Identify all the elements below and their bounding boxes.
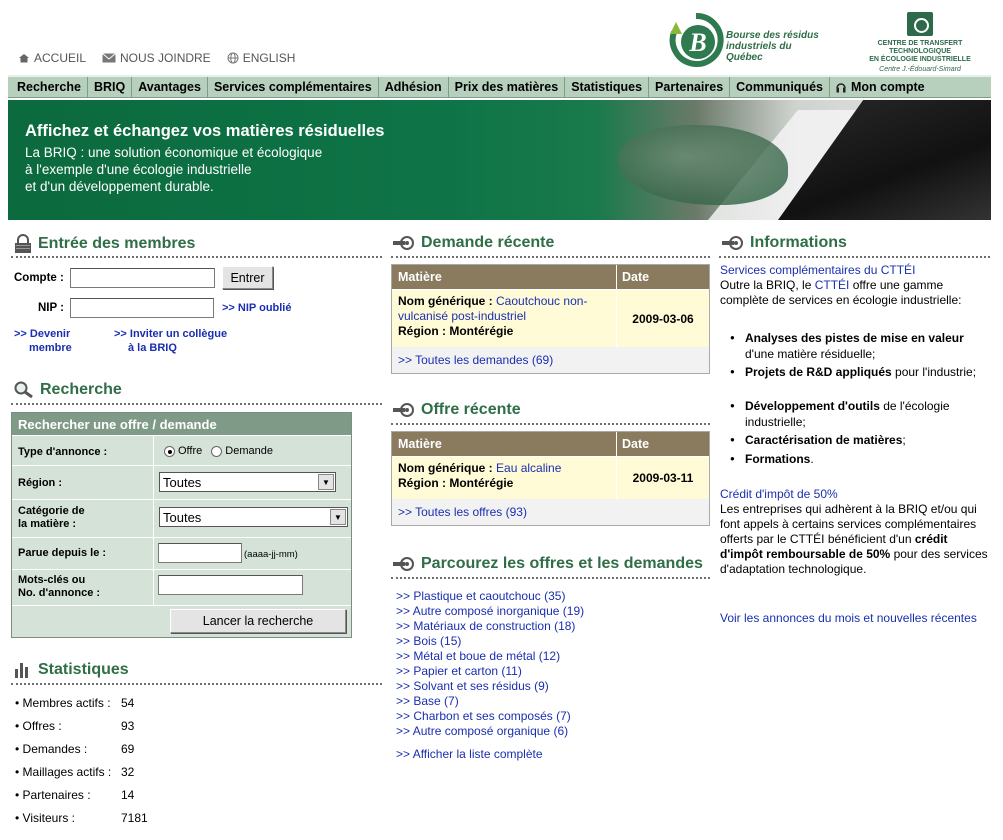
banner-subtitle [25,144,322,195]
region-value: Montérégie [449,324,514,338]
home-link[interactable] [18,51,86,65]
demand-title: Demande récente [421,234,555,251]
stat-label: • Maillages actifs : [15,765,112,779]
invite-line1: >> Inviter un collègue [114,328,228,340]
search-row-category [12,499,351,537]
english-link[interactable] [227,51,296,65]
stat-label: • Partenaires : [15,788,91,802]
bar-chart-icon [14,661,32,679]
nav-mon-compte[interactable] [830,77,931,97]
bullet-rest: d'une matière résiduelle; [745,347,876,361]
date-input[interactable] [158,543,242,563]
cttei-logo[interactable] [850,12,990,72]
col-material: Matière [392,432,617,456]
search-row-keywords [12,569,351,605]
divider [391,577,710,579]
tax-credit-text [720,502,990,577]
nav-statistiques[interactable]: Statistiques [565,77,649,97]
stat-label: • Membres actifs : [15,696,111,710]
arrow-target-icon [393,556,415,572]
region-value: Montérégie [449,476,514,490]
stats-section-header [14,661,129,679]
demand-section-header [393,234,554,252]
invite-line2: à la BRIQ [128,342,177,354]
col-date: Date [622,270,650,284]
search-row-date [12,537,351,569]
region-select-value: Toutes [163,474,202,490]
banner-line3: et d'un développement durable. [25,179,214,194]
category-link[interactable]: >> Autre composé organique (6) [396,724,569,738]
nav-mon-compte-label: Mon compte [850,80,925,94]
category-cell [153,500,351,537]
table-row [392,456,709,499]
stat-label: • Offres : [15,719,62,733]
chevron-down-icon: ▼ [318,474,334,490]
cttei-logo-mark [907,12,933,36]
search-row-submit [12,605,351,637]
stat-value: 69 [121,742,135,756]
become-member-line2: membre [29,342,72,354]
list-item [745,364,990,380]
banner-handshake-shape [618,125,788,205]
divider [391,256,710,258]
cttei-logo-line1: CENTRE DE TRANSFERT TECHNOLOGIQUE [877,40,963,55]
generic-label: Nom générique : [398,294,497,308]
briq-logo-mark [668,12,724,68]
banner-line1: La BRIQ : une solution économique et écologique [25,145,323,160]
type-options [153,436,351,465]
divider [11,256,382,258]
category-link[interactable]: >> Papier et carton (11) [396,664,522,678]
keywords-input[interactable] [158,575,303,595]
stat-value: 14 [121,788,135,802]
list-item [745,432,990,448]
keywords-label [18,574,100,600]
keywords-cell [153,570,351,605]
hero-banner [8,100,991,220]
account-label: Compte : [14,272,64,284]
nav-prix[interactable]: Prix des matières [449,77,566,97]
forgot-nip-link[interactable]: >> NIP oublié [222,302,292,314]
col-date: Date [622,437,650,451]
category-link[interactable]: >> Solvant et ses résidus (9) [396,679,549,693]
category-label [18,505,85,531]
date-hint: (aaaa-jj-mm) [244,549,298,560]
category-link[interactable]: >> Base (7) [396,694,459,708]
category-link[interactable]: >> Plastique et caoutchouc (35) [396,589,566,603]
main-nav [8,75,991,98]
browse-title: Parcourez les offres et les demandes [421,555,703,572]
banner-line2: à l'exemple d'une écologie industrielle [25,162,252,177]
bullet-rest: pour l'industrie; [891,365,977,379]
login-button[interactable]: Entrer [222,266,273,289]
date-cell [153,538,351,569]
nav-avantages[interactable]: Avantages [132,77,208,97]
bullet-bold: Projets de R&D appliqués [745,365,892,379]
padlock-icon [14,234,32,254]
become-member-link[interactable] [14,327,72,355]
category-label-line1: Catégorie de [18,505,85,517]
divider [11,403,382,405]
services-text-a: Outre la BRIQ, le [720,278,815,292]
category-link[interactable]: >> Matériaux de construction (18) [396,619,576,633]
arrow-target-icon [393,235,415,251]
col-material: Matière [392,265,617,289]
search-panel-title: Rechercher une offre / demande [12,413,351,435]
nav-recherche[interactable]: Recherche [8,77,88,97]
keywords-label-line2: No. d'annonce : [18,587,101,599]
bullet-bold: Analyses des pistes de mise en valeur [745,331,964,345]
divider [391,423,710,425]
demand-material-link[interactable]: Caoutchouc non-vulcanisé post-industriel [398,294,588,323]
bullet-bold: Formations [745,452,811,466]
info-section-header [722,234,847,252]
envelope-icon [102,53,116,63]
bullet-bold: Développement d'outils [745,399,880,413]
english-link-label: ENGLISH [242,51,296,65]
region-select[interactable] [159,472,336,492]
bullet-bold: Caractérisation de matières [745,433,903,447]
region-label: Région : [398,476,450,490]
list-item [745,451,990,467]
demand-table-header [392,265,709,289]
globe-icon [227,52,239,64]
offer-material-cell [392,457,617,499]
region-label: Région : [18,477,62,489]
stat-label: • Visiteurs : [15,811,75,825]
since-label: Parue depuis le : [18,547,107,559]
search-submit-button[interactable]: Lancer la recherche [170,609,346,633]
arrow-target-icon [722,235,744,251]
headset-icon [836,81,846,94]
stat-value: 32 [121,765,135,779]
briq-logo[interactable] [668,12,828,68]
home-icon [18,53,30,63]
stat-value: 93 [121,719,135,733]
offer-title: Offre récente [421,401,521,418]
offer-material-link[interactable]: Eau alcaline [496,461,562,475]
type-label: Type d'annonce : [18,446,108,458]
divider [11,683,382,685]
info-title: Informations [750,234,847,251]
stats-title: Statistiques [38,661,129,678]
nip-input[interactable] [70,298,214,318]
search-row-region [12,465,351,499]
category-select-value: Toutes [163,509,202,525]
region-cell [153,466,351,499]
type-demand-label: Demande [225,445,273,457]
stat-label: • Demandes : [15,742,88,756]
credit-text-bold: crédit d'impôt remboursable de 50% [720,532,948,561]
login-section-header [14,234,195,254]
offer-footer [392,499,709,525]
offer-section-header [393,401,521,419]
stat-value: 7181 [121,811,148,825]
nav-adhesion[interactable]: Adhésion [379,77,449,97]
category-label-line2: la matière : [18,518,77,530]
search-title: Recherche [40,381,122,398]
invite-colleague-link[interactable] [114,327,227,355]
offer-table [391,431,710,526]
keywords-label-line1: Mots-clés ou [18,574,86,586]
nav-briq[interactable]: BRIQ [88,77,132,97]
nav-services[interactable]: Services complémentaires [208,77,379,97]
browse-section-header [393,555,703,573]
contact-link[interactable] [102,51,211,65]
demand-footer [392,347,709,373]
credit-text-b: pour des services d'adaptation technologique. [720,547,988,576]
nip-label: NIP : [38,302,64,314]
full-list-link[interactable]: >> Afficher la liste complète [396,747,543,761]
briq-logo-line1: Bourse des résidus [726,30,819,41]
arrow-target-icon [393,402,415,418]
services-text-b: offre une gamme complète de services en écologie industrielle: [720,278,962,307]
services-link[interactable]: Services complémentaires du CTTÉI [720,263,916,277]
banner-title: Affichez et échangez vos matières résiduelles [25,122,385,140]
region-label: Région : [398,324,450,338]
generic-label: Nom générique : [398,461,497,475]
nav-partenaires[interactable]: Partenaires [649,77,730,97]
cttei-link[interactable]: CTTÉI [814,278,850,292]
all-offers-link[interactable]: >> Toutes les offres (93) [398,505,527,519]
category-link[interactable]: >> Bois (15) [396,634,462,648]
stat-value: 54 [121,696,135,710]
services-text [720,278,990,308]
credit-text-a: Les entreprises qui adhèrent à la BRIQ et/ou qui font appels à certains services complémentaires offerts par le CTTÉI bénéficient d'un [720,502,977,546]
nav-communiques[interactable]: Communiqués [730,77,830,97]
tax-credit-link[interactable]: Crédit d'impôt de 50% [720,487,838,501]
table-row [392,289,709,347]
chevron-down-icon: ▼ [330,509,346,525]
bullet-rest: . [810,452,814,466]
offer-date: 2009-03-11 [632,471,694,485]
top-nav [18,51,295,65]
cttei-logo-line2: EN ÉCOLOGIE INDUSTRIELLE [869,56,971,63]
category-select[interactable] [159,507,348,527]
demand-material-cell [392,290,617,347]
demand-date: 2009-03-06 [632,311,694,326]
type-demand-radio[interactable] [211,446,222,457]
search-panel [11,412,352,638]
type-offer-label: Offre [178,445,203,457]
login-title: Entrée des membres [38,235,196,252]
list-item [745,330,990,362]
category-link[interactable]: >> Charbon et ses composés (7) [396,709,571,723]
magnifier-icon [14,381,34,399]
search-section-header [14,381,122,399]
bullet-rest: ; [902,433,906,447]
category-link[interactable]: >> Autre composé inorganique (19) [396,604,585,618]
divider [719,256,990,258]
cttei-logo-line3: Centre J.-Édouard-Simard [879,66,961,73]
svg-text:B: B [689,28,707,57]
recent-announcements-link[interactable]: Voir les annonces du mois et nouvelles récentes [720,611,977,625]
search-row-type [12,435,351,465]
list-item [745,398,990,430]
account-input[interactable] [70,268,215,288]
bullet-rest: de l'écologie industrielle; [745,399,950,429]
category-link[interactable]: >> Métal et boue de métal (12) [396,649,561,663]
contact-link-label: NOUS JOINDRE [120,51,211,65]
briq-logo-line2: industriels du Québec [726,41,792,63]
home-link-label: ACCUEIL [34,51,87,65]
offer-table-header [392,432,709,456]
all-demands-link[interactable]: >> Toutes les demandes (69) [398,353,554,367]
become-member-line1: >> Devenir [14,328,71,340]
type-offer-radio[interactable] [164,446,175,457]
demand-table [391,264,710,374]
